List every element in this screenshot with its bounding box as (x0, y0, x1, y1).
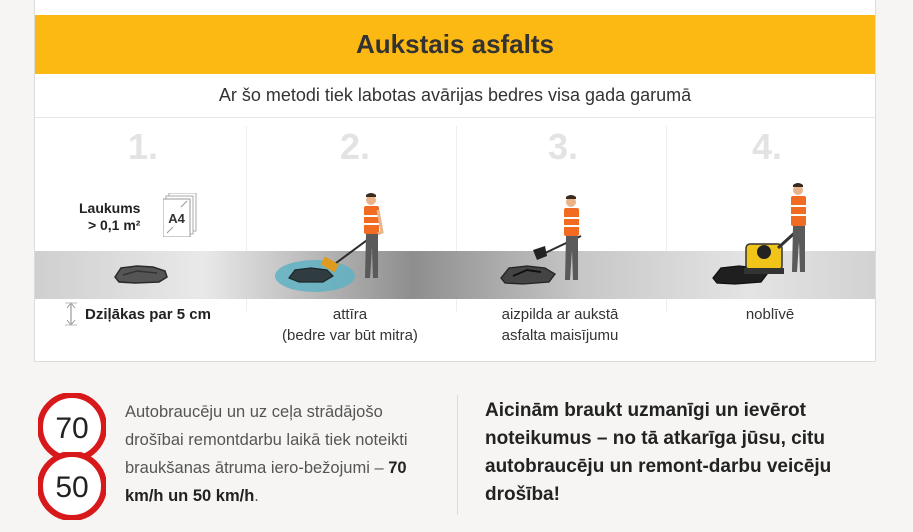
step-2-number: 2. (339, 126, 371, 167)
depth-label: Dziļākas par 5 cm (85, 305, 211, 323)
speed-info-main: Autobraucēju un uz ceļa strādājošo drošībai remontdarbu laikā tiek noteikti braukšanas ātruma iero-bežojumi – (125, 403, 408, 477)
speed-info-text (125, 398, 445, 510)
area-label-line1: Laukums (79, 200, 141, 216)
area-label-line2: > 0,1 m² (87, 217, 141, 233)
vertical-divider (457, 395, 458, 515)
step-2-caption (265, 304, 435, 346)
worker-cleaning-icon (320, 192, 390, 282)
page-title: Aukstais asfalts (356, 29, 554, 59)
worker-compacting-icon (740, 182, 820, 284)
step-4-caption (685, 304, 855, 325)
step-4-caption-line1: noblīvē (745, 306, 795, 323)
step-3-number: 3. (547, 126, 579, 167)
infographic-panel (34, 0, 876, 362)
speed-limit-70-icon (38, 393, 106, 461)
a4-label: A4 (168, 211, 185, 226)
step-1-number: 1. (127, 126, 159, 167)
speed-limit-70-label: 70 (55, 412, 89, 445)
worker-filling-icon (529, 194, 599, 284)
step-3-caption-line2: asfalta maisījumu (501, 327, 619, 344)
depth-arrow-icon (65, 302, 77, 326)
subtitle: Ar šo metodi tiek labotas avārijas bedres visa gada garumā (35, 74, 875, 118)
a4-paper-icon (163, 193, 197, 237)
step-2-caption-line1: attīra (332, 306, 368, 323)
step-3-caption (475, 304, 645, 346)
speed-limit-50-label: 50 (55, 471, 89, 504)
title-bar (35, 15, 875, 74)
depth-label-row (65, 302, 211, 326)
step-4-number: 4. (751, 126, 783, 167)
step-3-caption-line1: aizpilda ar aukstā (501, 306, 619, 323)
safety-appeal: Aicinām braukt uzmanīgi un ievērot noteikumus – no tā atkarīga jūsu, citu autobraucēju un remont-darbu veicēju drošība! (485, 400, 832, 505)
step-2-caption-line2: (bedre var būt mitra) (282, 327, 418, 344)
area-label (79, 200, 140, 234)
pothole-icon (113, 263, 169, 285)
speed-limit-50-icon (38, 452, 106, 520)
speed-info-bold: 70 km/h un 50 km/h (125, 459, 407, 505)
speed-info-end: . (254, 487, 259, 505)
